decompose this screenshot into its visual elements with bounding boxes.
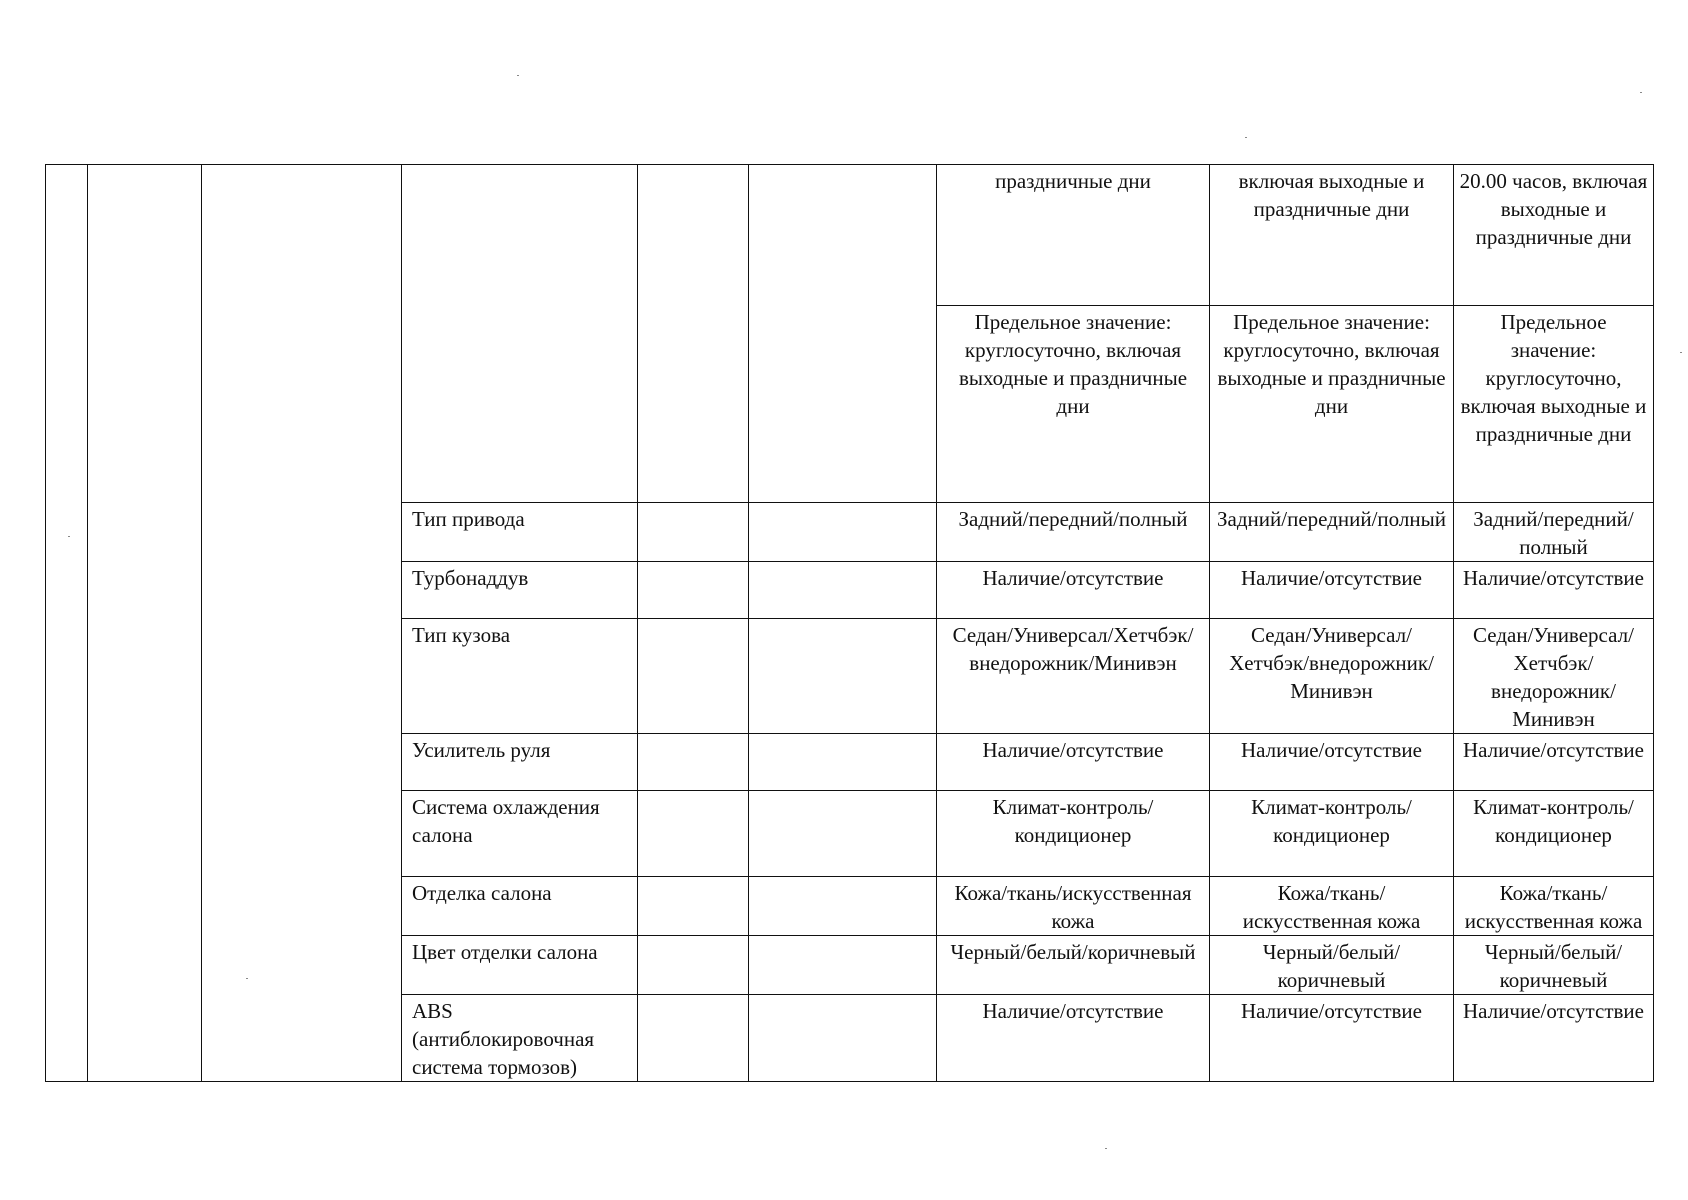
note-cell xyxy=(749,619,937,734)
value-cell: Седан/Универсал/Хетчбэк/внедорожник/Минивэн xyxy=(1210,619,1454,734)
value-cell: Климат-контроль/кондиционер xyxy=(1454,791,1654,877)
parameter-cell: Цвет отделки салона xyxy=(402,936,638,995)
value-cell: Задний/передний/полный xyxy=(1454,503,1654,562)
parameter-cell xyxy=(402,165,638,503)
value-cell: Наличие/отсутствие xyxy=(1210,995,1454,1082)
value-cell: Климат-контроль/кондиционер xyxy=(1210,791,1454,877)
spec-table xyxy=(45,164,1654,1082)
value-cell: Наличие/отсутствие xyxy=(1454,995,1654,1082)
unit-cell xyxy=(638,734,749,791)
value-cell: Наличие/отсутствие xyxy=(937,562,1210,619)
table-row xyxy=(46,165,1654,306)
unit-cell xyxy=(638,619,749,734)
note-cell xyxy=(749,562,937,619)
note-cell xyxy=(749,936,937,995)
note-cell xyxy=(749,165,937,503)
unit-cell xyxy=(638,562,749,619)
value-cell: Задний/передний/полный xyxy=(1210,503,1454,562)
unit-cell xyxy=(638,995,749,1082)
value-cell: 20.00 часов, включая выходные и праздничные дни xyxy=(1454,165,1654,306)
value-cell: Наличие/отсутствие xyxy=(1454,734,1654,791)
unit-cell xyxy=(638,877,749,936)
value-cell: Седан/Универсал/Хетчбэк/внедорожник/Минивэн xyxy=(1454,619,1654,734)
value-cell: Седан/Универсал/Хетчбэк/внедорожник/Минивэн xyxy=(937,619,1210,734)
note-cell xyxy=(749,995,937,1082)
value-cell: Черный/белый/коричневый xyxy=(937,936,1210,995)
note-cell xyxy=(749,791,937,877)
parameter-cell: Система охлаждения салона xyxy=(402,791,638,877)
number-column-cell xyxy=(46,165,88,1082)
parameter-cell: Отделка салона xyxy=(402,877,638,936)
value-cell: Предельное значение: круглосуточно, включая выходные и праздничные дни xyxy=(1454,306,1654,503)
unit-cell xyxy=(638,165,749,503)
note-cell xyxy=(749,877,937,936)
value-cell: Кожа/ткань/искусственная кожа xyxy=(1454,877,1654,936)
value-cell: Наличие/отсутствие xyxy=(1210,734,1454,791)
parameter-cell: Тип кузова xyxy=(402,619,638,734)
parameter-cell: ABS (антиблокировочная система тормозов) xyxy=(402,995,638,1082)
value-cell: праздничные дни xyxy=(937,165,1210,306)
value-cell: Задний/передний/полный xyxy=(937,503,1210,562)
code-column-cell xyxy=(88,165,202,1082)
unit-cell xyxy=(638,503,749,562)
value-cell: Наличие/отсутствие xyxy=(1454,562,1654,619)
value-cell: Предельное значение: круглосуточно, включая выходные и праздничные дни xyxy=(1210,306,1454,503)
value-cell: Наличие/отсутствие xyxy=(937,734,1210,791)
parameter-cell: Тип привода xyxy=(402,503,638,562)
parameter-cell: Усилитель руля xyxy=(402,734,638,791)
value-cell: Климат-контроль/кондиционер xyxy=(937,791,1210,877)
value-cell: Кожа/ткань/искусственная кожа xyxy=(1210,877,1454,936)
note-cell xyxy=(749,734,937,791)
name-column-cell xyxy=(202,165,402,1082)
note-cell xyxy=(749,503,937,562)
unit-cell xyxy=(638,791,749,877)
value-cell: включая выходные и праздничные дни xyxy=(1210,165,1454,306)
value-cell: Предельное значение: круглосуточно, включая выходные и праздничные дни xyxy=(937,306,1210,503)
parameter-cell: Турбонаддув xyxy=(402,562,638,619)
value-cell: Наличие/отсутствие xyxy=(1210,562,1454,619)
value-cell: Наличие/отсутствие xyxy=(937,995,1210,1082)
unit-cell xyxy=(638,936,749,995)
value-cell: Кожа/ткань/искусственная кожа xyxy=(937,877,1210,936)
value-cell: Черный/белый/коричневый xyxy=(1210,936,1454,995)
value-cell: Черный/белый/коричневый xyxy=(1454,936,1654,995)
